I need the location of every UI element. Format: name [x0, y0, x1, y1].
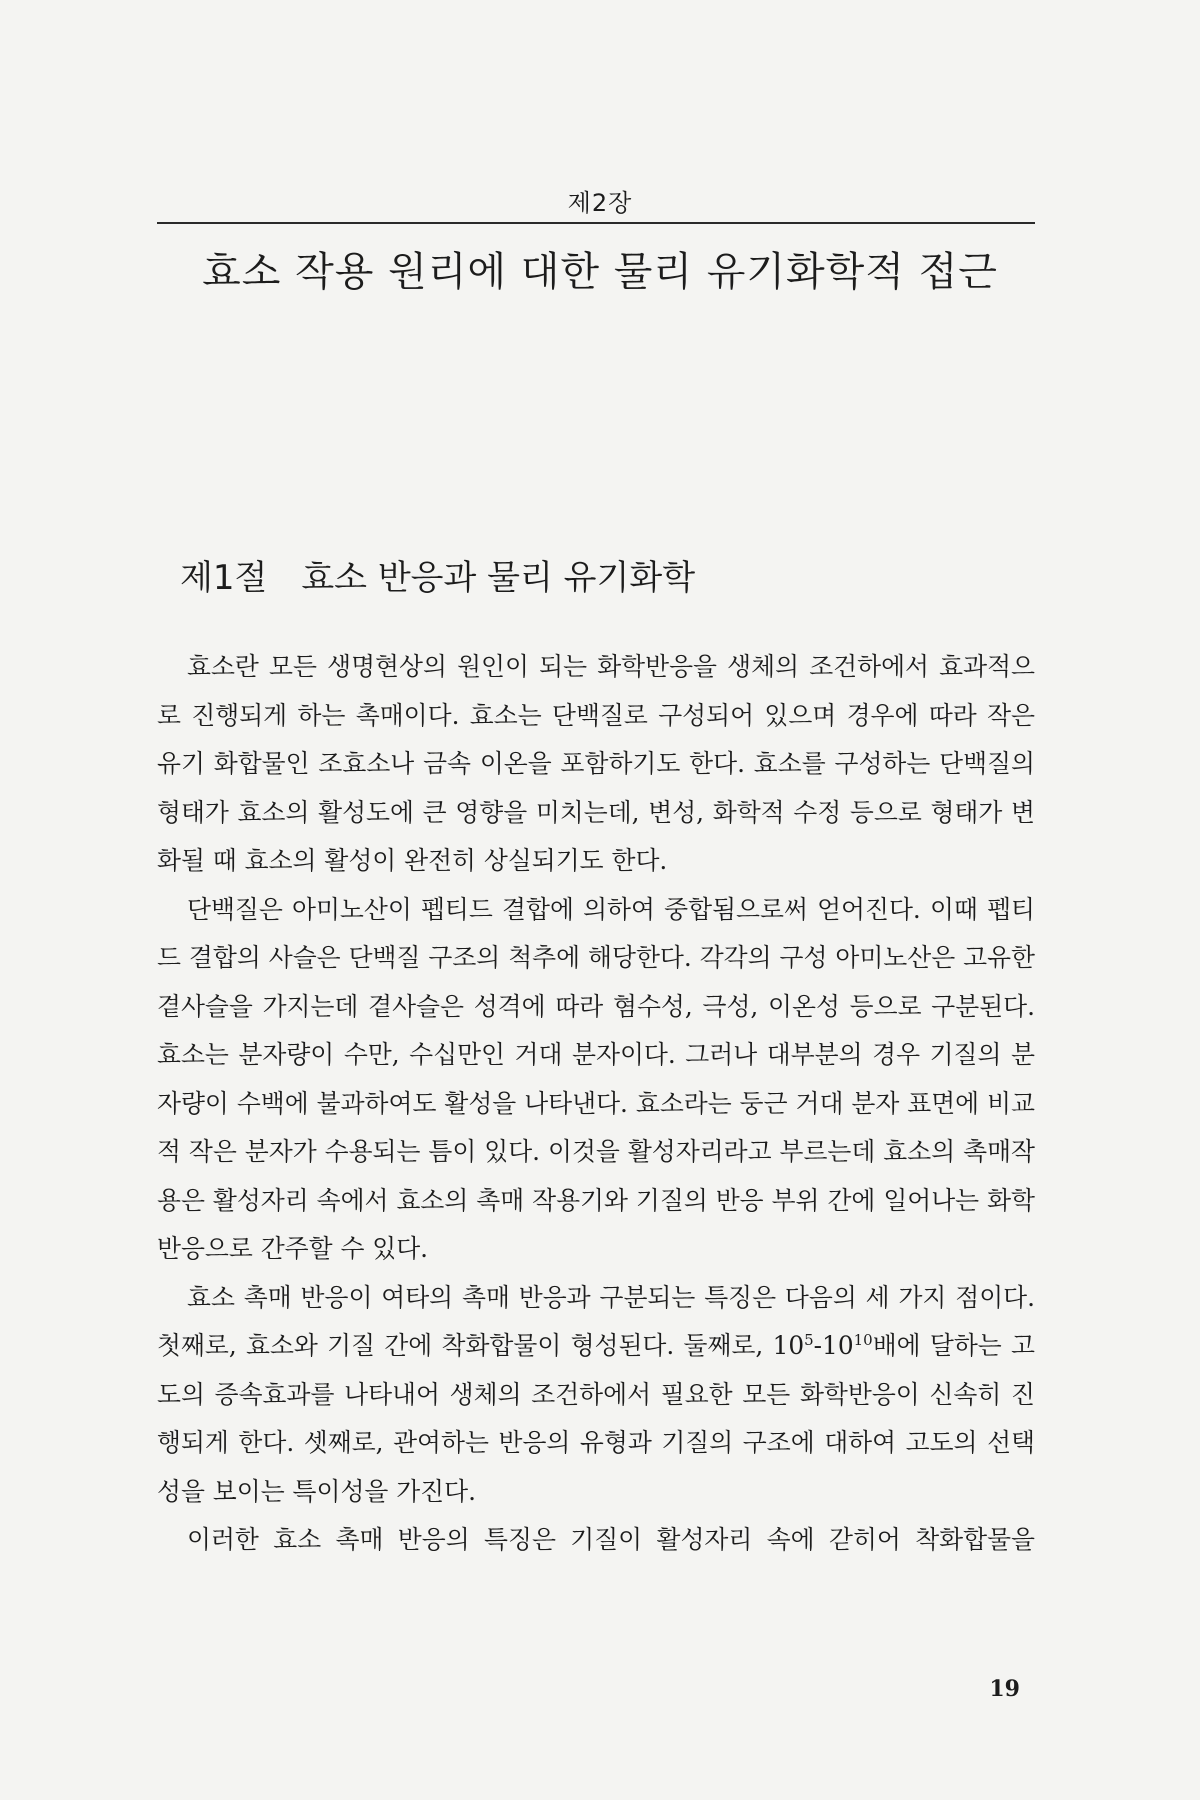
- paragraph-2: 단백질은 아미노산이 펩티드 결합에 의하여 중합됨으로써 얻어진다. 이때 펩티드 결합의 사슬은 단백질 구조의 척추에 해당한다. 각각의 구성 아미노산은 고유한 곁사슬을 가지는데 곁사슬은 성격에 따라 혐수성, 극성, 이온성 등으로 구분된다. 효소는 분자량이 수만, 수십만인 거대 분자이다. 그러나 대부분의 경우 기질의 분자량이 수백에 불과하여도 활성을 나타낸다. 효소라는 둥근 거대 분자 표면에 비교적 작은 분자가 수용되는 틈이 있다. 이것을 활성자리라고 부르는데 효소의 촉매작용은 활성자리 속에서 효소의 촉매 작용기와 기질의 반응 부위 간에 일어나는 화학반응으로 간주할 수 있다.: [157, 894, 1035, 1263]
- paragraph-3-part-c: 배에 달하는 고도의 증속효과를 나타내어 생체의 조건하에서 필요한 모든 화학반응이 신속히 진행되게 한다. 셋째로, 관여하는 반응의 유형과 기질의 구조에 대하여 고도의 선택성을 보이는 특이성을 가진다.: [157, 1331, 1035, 1506]
- paragraph-3-part-a: 효소 촉매 반응이 여타의 촉매 반응과 구분되는 특징은 다음의 세 가지 점이다. 첫째로, 효소와 기질 간에 착화합물이 형성된다. 둘째로, 10: [157, 1282, 1035, 1360]
- section-number: 제1절: [180, 558, 268, 598]
- paragraph-4: 이러한 효소 촉매 반응의 특징은 기질이 활성자리 속에 갇히어 착화합물을: [187, 1525, 1035, 1554]
- paragraph-1: 효소란 모든 생명현상의 원인이 되는 화학반응을 생체의 조건하에서 효과적으로 진행되게 하는 촉매이다. 효소는 단백질로 구성되어 있으며 경우에 따라 작은 유기 화합물인 조효소나 금속 이온을 포함하기도 한다. 효소를 구성하는 단백질의 형태가 효소의 활성도에 큰 영향을 미치는데, 변성, 화학적 수정 등으로 형태가 변화될 때 효소의 활성이 완전히 상실되기도 한다.: [157, 652, 1035, 875]
- exponent-10: 10: [853, 1331, 873, 1349]
- section-heading: [180, 550, 695, 599]
- chapter-divider: [157, 222, 1035, 224]
- exponent-5: 5: [804, 1331, 814, 1349]
- paragraph-3: [157, 1274, 1035, 1517]
- page-number: 19: [989, 1676, 1020, 1702]
- section-title: 효소 반응과 물리 유기화학: [301, 558, 696, 598]
- chapter-label: 제2장: [567, 189, 633, 217]
- body-text: [157, 643, 1035, 1565]
- paragraph-3-part-b: -10: [813, 1331, 854, 1360]
- chapter-title: 효소 작용 원리에 대한 물리 유기화학적 접근: [202, 249, 998, 295]
